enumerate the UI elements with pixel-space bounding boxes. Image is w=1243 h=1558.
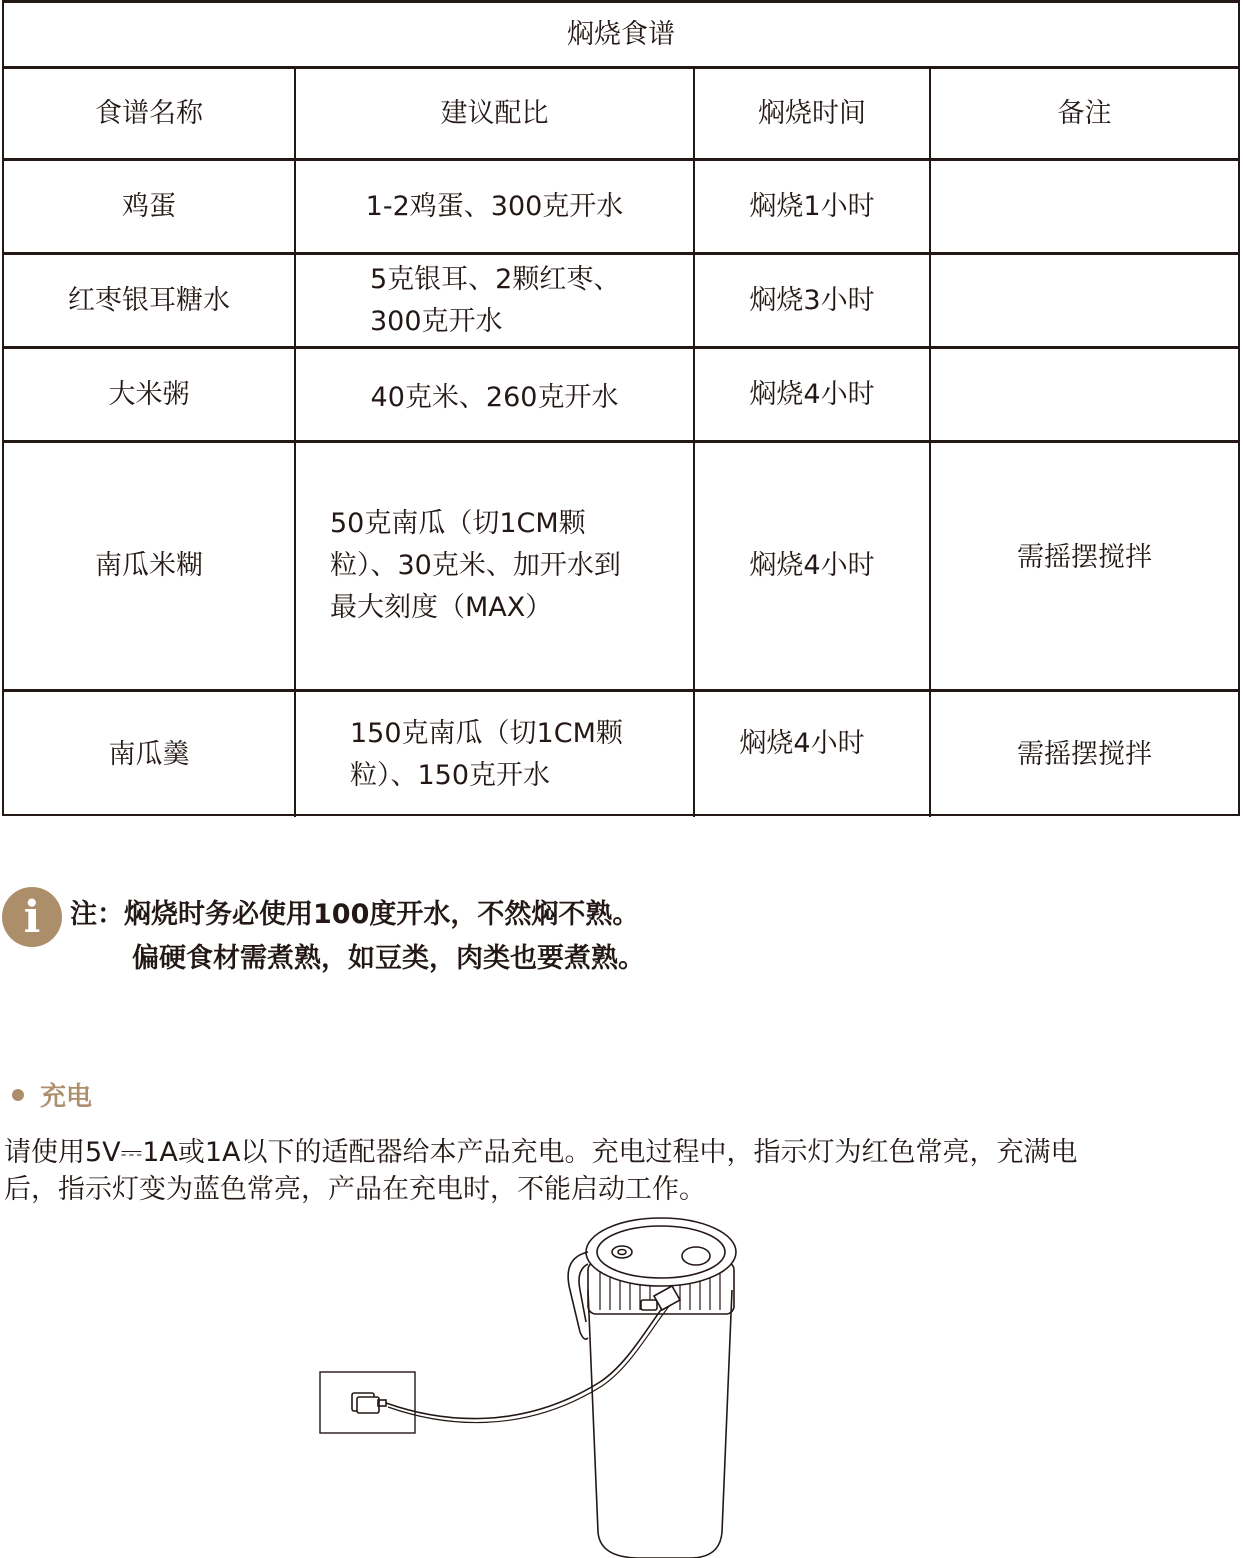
recipe-note — [931, 161, 1238, 252]
recipe-time: 焖烧1小时 — [749, 190, 875, 222]
recipe-ratio-line: 5克银耳、2颗红枣、 — [370, 263, 621, 295]
recipe-name: 南瓜米糊 — [95, 550, 203, 581]
paragraph-line: 请使用5V⎓1A或1A以下的适配器给本产品充电。充电过程中，指示灯为红色常亮，充满电 — [4, 1137, 1078, 1168]
recipe-ratio-line: 最大刻度（MAX） — [330, 592, 553, 623]
recipe-time: 焖烧3小时 — [749, 284, 875, 316]
header-ratio: 建议配比 — [440, 97, 549, 129]
recipe-ratio — [330, 443, 693, 689]
charging-cable — [386, 1298, 670, 1419]
recipe-time: 焖烧4小时 — [749, 378, 875, 410]
recipe-note: 需摇摆搅拌 — [1017, 542, 1152, 573]
charging-paragraph — [4, 1134, 1240, 1208]
info-icon: i — [2, 887, 62, 947]
table-title: 焖烧食谱 — [567, 18, 675, 50]
recipe-name: 鸡蛋 — [122, 190, 176, 222]
recipe-time: 焖烧4小时 — [739, 728, 865, 759]
note-text — [70, 893, 645, 981]
recipe-ratio-line: 300克开水 — [370, 305, 503, 337]
recipe-name: 南瓜羹 — [108, 738, 190, 770]
recipe-ratio — [350, 692, 693, 817]
note-label: 注： — [70, 899, 124, 930]
recipe-table — [2, 0, 1240, 816]
recipe-name: 红枣银耳糖水 — [68, 284, 230, 316]
recipe-note — [931, 349, 1238, 440]
recipe-ratio-line: 粒）、30克米、加开水到 — [330, 550, 621, 581]
paragraph-line: 后，指示灯变为蓝色常亮，产品在充电时，不能启动工作。 — [4, 1174, 706, 1205]
bullet-icon — [12, 1089, 24, 1101]
note-line-1 — [70, 893, 645, 937]
recipe-ratio — [370, 255, 693, 346]
recipe-ratio-line: 粒）、150克开水 — [350, 759, 551, 791]
recipe-ratio-line: 40克米、260克开水 — [370, 381, 619, 413]
header-time: 焖烧时间 — [758, 97, 866, 129]
recipe-time: 焖烧4小时 — [749, 550, 875, 581]
wall-outlet-icon — [320, 1372, 415, 1433]
bottle-charging-illustration — [300, 1212, 760, 1558]
charging-heading — [12, 1076, 92, 1113]
section-title: 充电 — [40, 1082, 93, 1112]
bottle-icon — [568, 1218, 736, 1558]
recipe-ratio-line: 1-2鸡蛋、300克开水 — [365, 190, 624, 222]
header-note: 备注 — [1057, 97, 1112, 129]
recipe-ratio — [296, 349, 693, 446]
recipe-note: 需摇摆搅拌 — [1017, 738, 1152, 770]
recipe-ratio-line: 150克南瓜（切1CM颗 — [350, 717, 623, 749]
recipe-note — [931, 255, 1238, 346]
recipe-ratio-line: 50克南瓜（切1CM颗 — [330, 508, 586, 539]
note-line1-text: 焖烧时务必使用100度开水，不然焖不熟。 — [124, 899, 640, 930]
recipe-name: 大米粥 — [108, 378, 190, 410]
note-line-2: 偏硬食材需煮熟，如豆类，肉类也要煮熟。 — [132, 943, 645, 974]
recipe-ratio — [296, 161, 693, 252]
header-recipe-name: 食谱名称 — [95, 97, 203, 129]
